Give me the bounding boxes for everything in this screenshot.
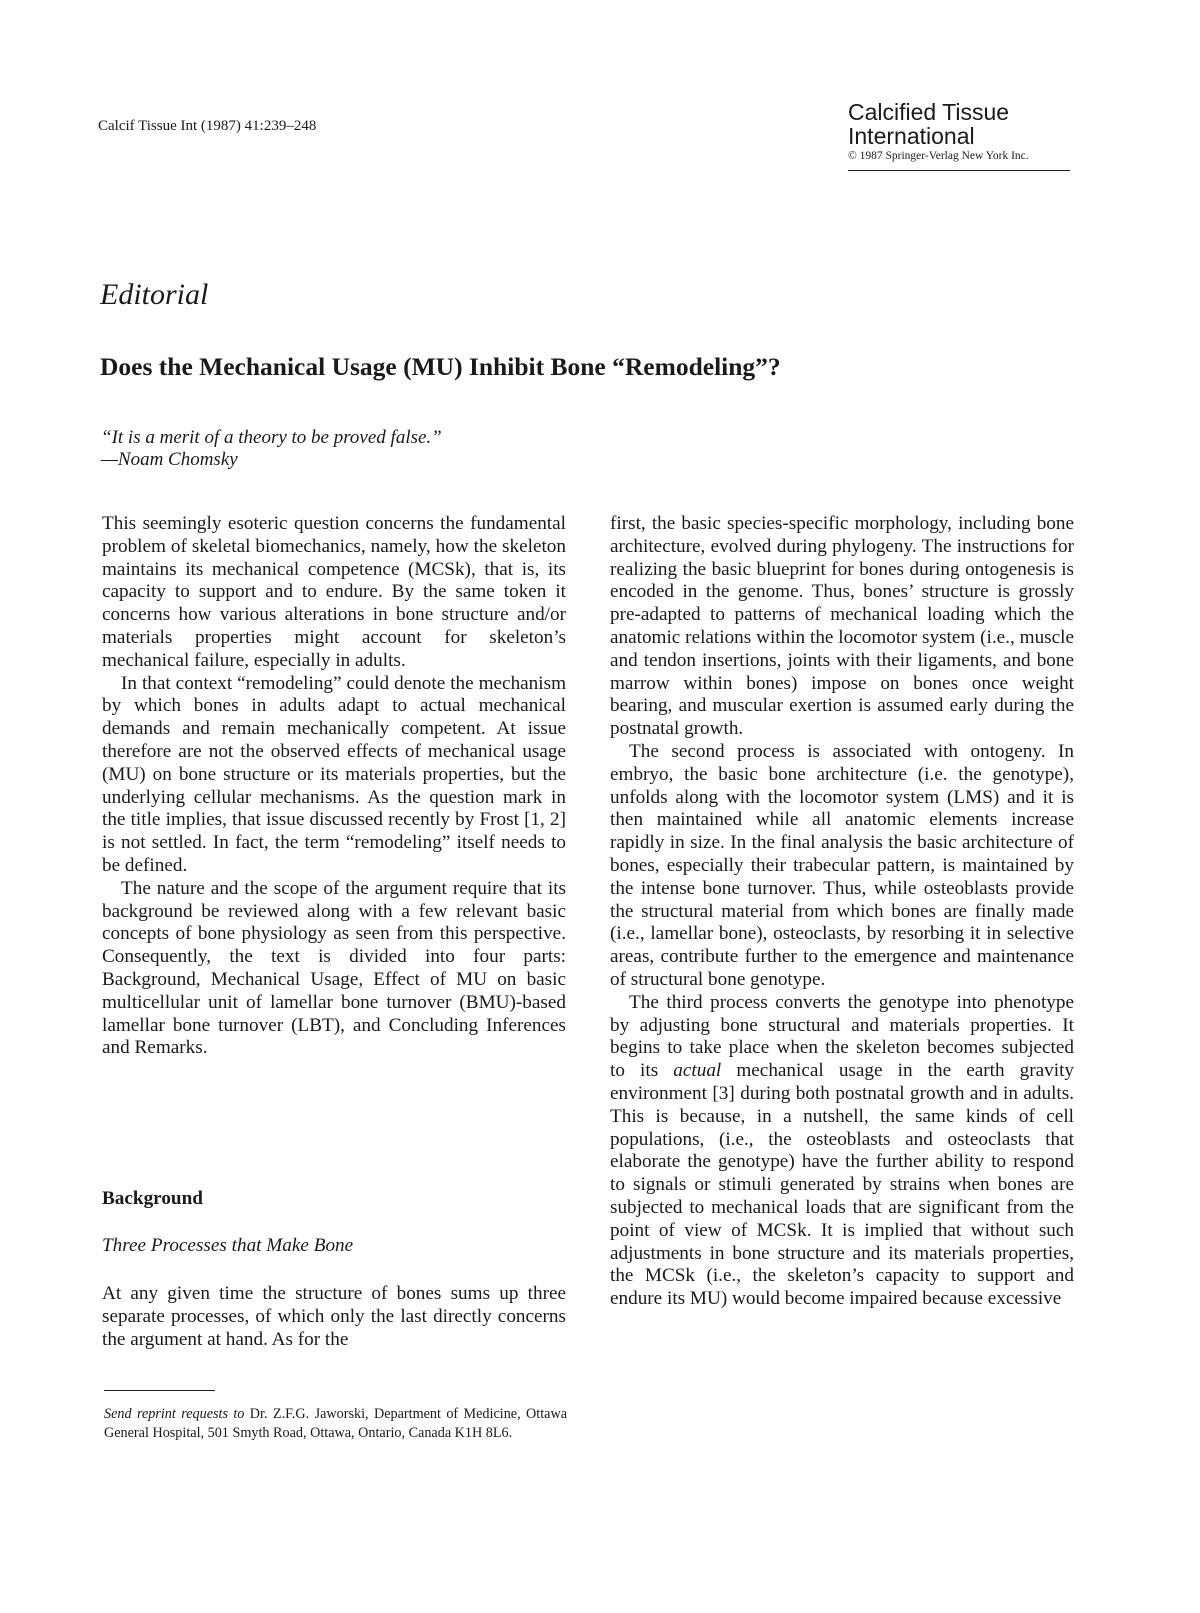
- body-paragraph: At any given time the structure of bones sums up three separate processes, of which only the last directly concerns the argument at hand. As for the: [102, 1283, 566, 1350]
- epigraph: [101, 427, 442, 471]
- footnote-divider: [104, 1390, 215, 1391]
- left-column: [102, 513, 566, 1060]
- body-paragraph: This seemingly esoteric question concerns the fundamental problem of skeletal biomechanics, namely, how the skeleton maintains its mechanical competence (MCSk), that is, its capacity to support and to endure. By the same token it concerns how various alterations in bone structure and/or materials properties might account for skeleton’s mechanical failure, especially in adults.: [102, 513, 566, 671]
- right-column: [610, 513, 1074, 1311]
- subsection-heading: Three Processes that Make Bone: [102, 1235, 354, 1256]
- footnote-lead: Send reprint requests to: [104, 1406, 245, 1422]
- journal-name: Calcified Tissue International: [848, 99, 1010, 149]
- body-paragraph: The nature and the scope of the argument require that its background be reviewed along with a few relevant basic concepts of bone physiology as seen from this perspective. Consequently, the text is divided into four parts: Background, Mechanical Usage, Effect of MU on basic multicellular unit of lamellar bone turnover (BMU)-based lamellar bone turnover (LBT), and Concluding Inferences and Remarks.: [102, 877, 566, 1059]
- body-paragraph: first, the basic species-specific morphology, including bone architecture, evolved during phylogeny. The instructions for realizing the basic blueprint for bones during ontogenesis is encoded in the genome. Thus, bones’ structure is grossly pre-adapted to patterns of mechanical loading which the anatomic relations within the locomotor system (i.e., muscle and tendon insertions, joints with their ligaments, and bone marrow within bones) impose on bones once weight bearing, and muscular exertion is assumed early during the postnatal growth.: [610, 513, 1074, 740]
- body-text: mechanical usage in the earth gravity environment [3] during both postnatal growth and in adults. This is because, in a nutshell, the same kinds of cell populations, (i.e., the osteoblasts and osteoclasts that elaborate the genotype) have the further ability to respond to signals or stimuli generated by strains when bones are subjected to mechanical loads that are significant from the point of view of MCSk. It is implied that without such adjustments in bone structure and its materials properties, the MCSk (i.e., the skeleton’s capacity to support and endure its MU) would become impaired because excessive: [610, 1060, 1074, 1310]
- body-paragraph: In that context “remodeling” could denote the mechanism by which bones in adults adapt to actual mechanical demands and remain mechanically competent. At issue therefore are not the observed effects of mechanical usage (MU) on bone structure or its materials properties, but the underlying cellular mechanisms. As the question mark in the title implies, that issue discussed recently by Frost [1, 2] is not settled. In fact, the term “remodeling” itself needs to be defined.: [102, 672, 566, 876]
- epigraph-quote: “It is a merit of a theory to be proved false.”: [101, 427, 442, 448]
- body-text: The third process converts the genotype into phenotype by adjusting bone structural and materials properties. It begins to take place when the skeleton becomes subjected to its: [610, 991, 1074, 1082]
- emphasis-text: actual: [673, 1060, 722, 1082]
- copyright-notice: © 1987 Springer-Verlag New York Inc.: [848, 150, 1029, 162]
- section-type: Editorial: [100, 278, 209, 311]
- body-paragraph: [610, 992, 1074, 1311]
- body-paragraph: The second process is associated with ontogeny. In embryo, the basic bone architecture (i.e. the genotype), unfolds along with the locomotor system (LMS) and it is then maintained while all anatomic elements increase rapidly in size. In the final analysis the basic architecture of bones, especially their trabecular pattern, is maintained by the intense bone turnover. Thus, while osteoblasts provide the structural material from which bones are finally made (i.e., lamellar bone), osteoclasts, by resorbing it in selective areas, contribute further to the emergence and maintenance of structural bone genotype.: [610, 740, 1074, 990]
- article-title: Does the Mechanical Usage (MU) Inhibit Bone “Remodeling”?: [100, 352, 781, 381]
- journal-citation: Calcif Tissue Int (1987) 41:239–248: [98, 118, 317, 134]
- footnote: [104, 1405, 567, 1443]
- epigraph-attribution: —Noam Chomsky: [101, 449, 238, 470]
- footnote-text: Dr. Z.F.G. Jaworski, Department of Medicine, Ottawa General Hospital, 501 Smyth Road, Ottawa, Ontario, Canada K1H 8L6.: [104, 1406, 567, 1441]
- journal-masthead: [848, 100, 1070, 171]
- left-column-continued: [102, 1283, 566, 1351]
- section-heading: Background: [102, 1188, 203, 1209]
